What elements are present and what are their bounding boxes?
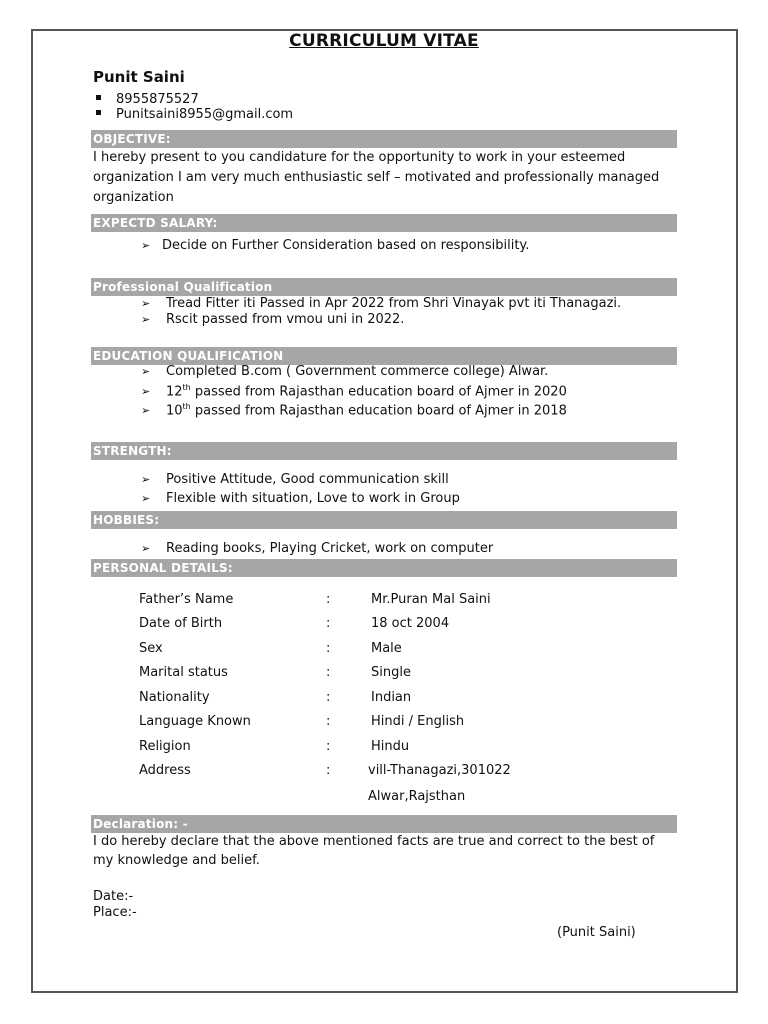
candidate-name: Punit Saini <box>93 68 185 86</box>
personal-value: Male <box>371 641 402 656</box>
personal-separator: : <box>326 763 331 778</box>
arrow-bullet-icon: ➢ <box>141 492 151 505</box>
signature: (Punit Saini) <box>557 925 636 940</box>
hobbies-heading: HOBBIES: <box>91 511 677 529</box>
personal-label: Language Known <box>139 714 251 729</box>
personal-separator: : <box>326 739 331 754</box>
contact-email <box>96 107 293 122</box>
strength-item: ➢ Flexible with situation, Love to work in Group <box>141 491 460 506</box>
arrow-bullet-icon: ➢ <box>141 542 151 555</box>
personal-separator: : <box>326 665 331 680</box>
arrow-bullet-icon: ➢ <box>141 239 151 252</box>
education-heading: EDUCATION QUALIFICATION <box>91 347 677 365</box>
personal-value: Single <box>371 665 411 680</box>
objective-heading: OBJECTIVE: <box>91 130 677 148</box>
personal-label: Address <box>139 763 191 778</box>
education-item: ➢ 10th passed from Rajasthan education board of Ajmer in 2018 <box>141 402 567 419</box>
professional-item: ➢ Tread Fitter iti Passed in Apr 2022 from Shri Vinayak pvt iti Thanagazi. <box>141 296 622 311</box>
arrow-bullet-icon: ➢ <box>141 385 151 399</box>
arrow-bullet-icon: ➢ <box>141 365 151 378</box>
strength-item: ➢ Positive Attitude, Good communication skill <box>141 472 449 487</box>
personal-separator: : <box>326 714 331 729</box>
personal-value: Hindu <box>371 739 410 754</box>
personal-label: Sex <box>139 641 163 656</box>
salary-item: ➢ Decide on Further Consideration based on responsibility. <box>141 238 530 253</box>
personal-label: Date of Birth <box>139 616 223 631</box>
bullet-square-icon <box>96 95 101 100</box>
arrow-bullet-icon: ➢ <box>141 473 151 486</box>
personal-separator: : <box>326 616 331 631</box>
place-label: Place:- <box>93 905 137 920</box>
arrow-bullet-icon: ➢ <box>141 404 151 418</box>
bullet-square-icon <box>96 110 101 115</box>
personal-label: Marital status <box>139 665 228 680</box>
professional-item: ➢ Rscit passed from vmou uni in 2022. <box>141 312 405 327</box>
declaration-text: I do hereby declare that the above mentioned facts are true and correct to the best of my knowledge and belief. <box>93 834 655 868</box>
salary-heading: EXPECTD SALARY: <box>91 214 677 232</box>
address-line2: Alwar,Rajsthan <box>368 789 466 804</box>
personal-separator: : <box>326 592 331 607</box>
phone-text: 8955875527 <box>116 92 199 107</box>
document-title: CURRICULUM VITAE <box>289 31 479 51</box>
hobby-item: ➢ Reading books, Playing Cricket, work on computer <box>141 541 494 556</box>
arrow-bullet-icon: ➢ <box>141 313 151 326</box>
personal-value: Mr.Puran Mal Saini <box>371 592 491 607</box>
personal-separator: : <box>326 641 331 656</box>
personal-value: 18 oct 2004 <box>371 616 450 631</box>
email-text: Punitsaini8955@gmail.com <box>116 107 294 122</box>
personal-label: Nationality <box>139 690 210 705</box>
strength-heading: STRENGTH: <box>91 442 677 460</box>
personal-separator: : <box>326 690 331 705</box>
personal-value: Indian <box>371 690 412 705</box>
education-item: ➢ 12th passed from Rajasthan education board of Ajmer in 2020 <box>141 383 567 400</box>
personal-value: vill-Thanagazi,301022 <box>368 763 511 778</box>
objective-text: I hereby present to you candidature for the opportunity to work in your esteemed organization I am very much enthusiastic self – motivated and professionally managed organization <box>93 150 660 205</box>
arrow-bullet-icon: ➢ <box>141 297 151 310</box>
date-label: Date:- <box>93 889 134 904</box>
contact-phone <box>96 92 199 107</box>
personal-label: Father’s Name <box>139 592 234 607</box>
personal-heading: PERSONAL DETAILS: <box>91 559 677 577</box>
personal-value: Hindi / English <box>371 714 465 729</box>
professional-heading: Professional Qualification <box>91 278 677 296</box>
education-item: ➢ Completed B.com ( Government commerce college) Alwar. <box>141 364 549 379</box>
declaration-heading: Declaration: - <box>91 815 677 833</box>
personal-label: Religion <box>139 739 191 754</box>
